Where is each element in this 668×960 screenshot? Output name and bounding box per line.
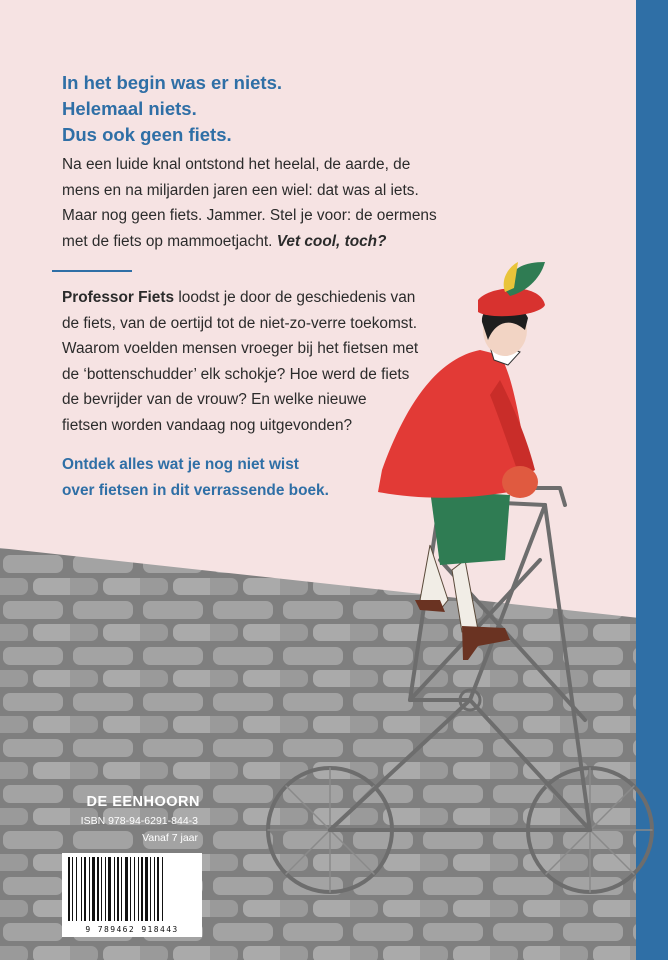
description-line-1: loodst je door de geschiedenis van xyxy=(178,289,416,306)
professor-figure xyxy=(378,262,545,660)
intro-line-2: mens en na miljarden jaren een wiel: dat was al iets. xyxy=(62,181,419,199)
professor-name: Professor Fiets xyxy=(62,289,175,306)
headline-line-2: Helemaal niets. xyxy=(62,98,197,119)
barcode-bars xyxy=(66,857,198,921)
isbn-barcode xyxy=(62,853,202,937)
cta-line-2: over fietsen in dit verrassende boek. xyxy=(62,481,329,499)
publisher-name: DE EENHOORN xyxy=(86,794,200,810)
isbn-text: ISBN 978-94-6291-844-3 xyxy=(80,815,198,827)
description-line-6: fietsen worden vandaag nog uitgevonden? xyxy=(62,416,353,434)
intro-emphasis: Vet cool, toch? xyxy=(276,232,387,250)
intro-line-3: Maar nog geen fiets. Jammer. Stel je voor: de oermens xyxy=(62,207,437,224)
description-line-2: de fiets, van de oertijd tot de niet-zo-verre toekomst. xyxy=(62,314,418,332)
intro-line-4: met de fiets op mammoetjacht. xyxy=(62,232,273,250)
description-line-5: de bevrijder van de vrouw? En welke nieuwe xyxy=(62,391,367,408)
headline-line-3: Dus ook geen fiets. xyxy=(62,124,232,145)
description-line-4: de ‘bottenschudder’ elk schokje? Hoe werd de fiets xyxy=(62,365,410,383)
cta-line-1: Ontdek alles wat je nog niet wist xyxy=(62,456,299,473)
barcode-number: 9 789462 918443 xyxy=(85,925,179,934)
age-recommendation: Vanaf 7 jaar xyxy=(142,832,198,844)
description-line-3: Waarom voelden mensen vroeger bij het fietsen met xyxy=(62,340,419,357)
intro-line-1: Na een luide knal ontstond het heelal, de aarde, de xyxy=(62,156,411,173)
headline-line-1: In het begin was er niets. xyxy=(62,72,282,93)
